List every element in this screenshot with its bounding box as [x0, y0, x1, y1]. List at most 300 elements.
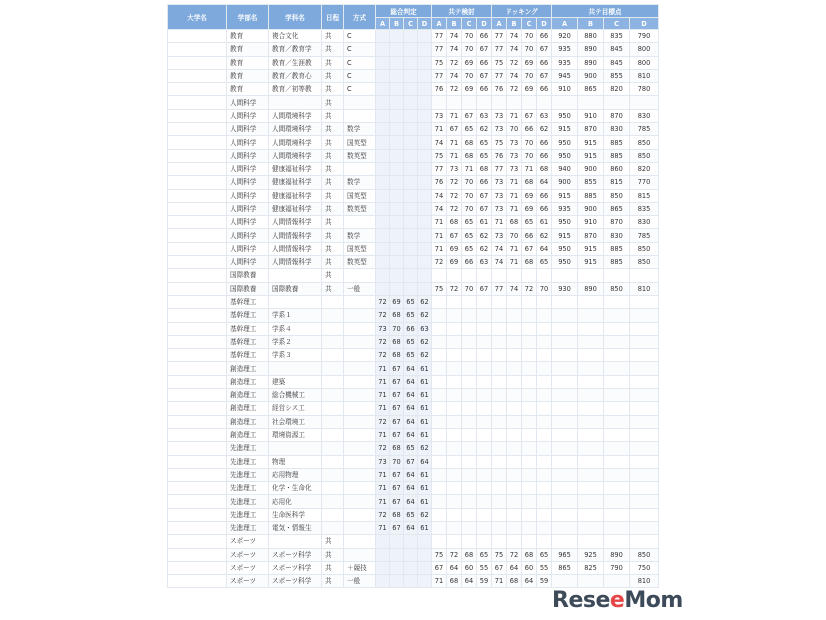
value-cell [462, 415, 477, 428]
label-cell: スポーツ科学 [269, 548, 322, 561]
value-cell [604, 482, 630, 495]
value-cell: 885 [604, 136, 630, 149]
value-cell [522, 495, 537, 508]
university-cell [168, 123, 227, 136]
label-cell: ＋競技 [344, 561, 376, 574]
table-row [168, 521, 659, 534]
university-cell [168, 269, 227, 282]
value-cell [492, 349, 507, 362]
label-cell: C [344, 30, 376, 43]
value-cell [604, 521, 630, 534]
value-cell: 59 [477, 575, 492, 588]
label-cell: 数学 [344, 229, 376, 242]
label-cell: 基幹理工 [227, 349, 269, 362]
value-cell [507, 335, 522, 348]
value-cell: 76 [432, 176, 447, 189]
value-cell: 64 [404, 389, 418, 402]
value-cell [578, 96, 604, 109]
label-cell [344, 295, 376, 308]
label-cell: 一般 [344, 575, 376, 588]
value-cell: 950 [552, 242, 578, 255]
value-cell: 70 [390, 322, 404, 335]
value-cell: 920 [552, 30, 578, 43]
label-cell: 先進理工 [227, 495, 269, 508]
value-cell: 67 [492, 561, 507, 574]
value-cell [404, 30, 418, 43]
table-row [168, 508, 659, 521]
value-cell: 910 [552, 83, 578, 96]
grade-header-cell: A [376, 18, 390, 30]
label-cell: 共 [322, 30, 344, 43]
value-cell: 72 [376, 309, 390, 322]
value-cell: 65 [477, 149, 492, 162]
value-cell: 72 [507, 548, 522, 561]
label-cell: 数英型 [344, 202, 376, 215]
value-cell [376, 561, 390, 574]
value-cell [462, 495, 477, 508]
university-cell [168, 96, 227, 109]
value-cell: 71 [492, 216, 507, 229]
value-cell [604, 508, 630, 521]
value-cell [552, 96, 578, 109]
value-cell [390, 162, 404, 175]
value-cell: 61 [418, 521, 432, 534]
value-cell [376, 256, 390, 269]
university-cell [168, 375, 227, 388]
value-cell: 890 [578, 56, 604, 69]
label-cell: 人間情報科学 [269, 216, 322, 229]
value-cell [477, 535, 492, 548]
header-faculty: 学部名 [227, 5, 269, 30]
value-cell [604, 309, 630, 322]
value-cell: 71 [507, 256, 522, 269]
value-cell [477, 415, 492, 428]
value-cell [376, 242, 390, 255]
value-cell [604, 335, 630, 348]
value-cell [418, 83, 432, 96]
value-cell: 72 [447, 189, 462, 202]
label-cell: 人間科学 [227, 242, 269, 255]
label-cell [322, 495, 344, 508]
value-cell [477, 442, 492, 455]
value-cell [447, 349, 462, 362]
value-cell: 55 [537, 561, 552, 574]
value-cell: 750 [630, 561, 659, 574]
value-cell [390, 256, 404, 269]
university-cell [168, 216, 227, 229]
value-cell [447, 428, 462, 441]
label-cell: 先進理工 [227, 482, 269, 495]
value-cell [376, 176, 390, 189]
label-cell: 創造理工 [227, 389, 269, 402]
value-cell [522, 295, 537, 308]
table-row [168, 269, 659, 282]
value-cell: 69 [522, 83, 537, 96]
value-cell [537, 309, 552, 322]
value-cell: 74 [432, 202, 447, 215]
value-cell: 890 [578, 43, 604, 56]
value-cell: 790 [630, 30, 659, 43]
value-cell: 75 [432, 56, 447, 69]
university-cell [168, 415, 227, 428]
value-cell: 74 [447, 69, 462, 82]
value-cell: 72 [447, 56, 462, 69]
value-cell: 74 [492, 256, 507, 269]
value-cell: 830 [604, 123, 630, 136]
label-cell: 学系３ [269, 349, 322, 362]
value-cell: 65 [404, 335, 418, 348]
value-cell [404, 561, 418, 574]
label-cell: 共 [322, 83, 344, 96]
label-cell: 物理 [269, 455, 322, 468]
value-cell: 55 [477, 561, 492, 574]
value-cell: 855 [604, 69, 630, 82]
value-cell: 855 [578, 176, 604, 189]
label-cell [344, 335, 376, 348]
university-cell [168, 30, 227, 43]
value-cell [604, 455, 630, 468]
value-cell [462, 322, 477, 335]
value-cell [507, 349, 522, 362]
value-cell: 67 [404, 455, 418, 468]
label-cell: 創造理工 [227, 415, 269, 428]
value-cell: 64 [404, 362, 418, 375]
header-schedule: 日程 [322, 5, 344, 30]
value-cell [507, 269, 522, 282]
value-cell: 72 [522, 282, 537, 295]
value-cell: 69 [522, 189, 537, 202]
value-cell: 61 [418, 415, 432, 428]
label-cell: C [344, 69, 376, 82]
university-cell [168, 242, 227, 255]
value-cell: 71 [492, 575, 507, 588]
value-cell [630, 442, 659, 455]
value-cell [477, 322, 492, 335]
value-cell: 940 [552, 162, 578, 175]
table-row [168, 402, 659, 415]
value-cell: 71 [376, 362, 390, 375]
university-cell [168, 83, 227, 96]
value-cell [492, 535, 507, 548]
value-cell: 930 [552, 282, 578, 295]
label-cell: 共 [322, 123, 344, 136]
value-cell: 67 [390, 495, 404, 508]
label-cell: C [344, 43, 376, 56]
label-cell: 国英型 [344, 136, 376, 149]
value-cell [390, 561, 404, 574]
value-cell: 72 [447, 202, 462, 215]
value-cell: 63 [418, 322, 432, 335]
label-cell [269, 269, 322, 282]
value-cell [604, 362, 630, 375]
value-cell [477, 402, 492, 415]
value-cell [390, 229, 404, 242]
table-row [168, 69, 659, 82]
value-cell: 70 [390, 455, 404, 468]
value-cell: 950 [552, 149, 578, 162]
value-cell: 785 [630, 123, 659, 136]
value-cell: 71 [376, 482, 390, 495]
value-cell [404, 43, 418, 56]
label-cell: 国英型 [344, 189, 376, 202]
label-cell [322, 468, 344, 481]
label-cell: 人間環境科学 [269, 109, 322, 122]
value-cell: 67 [522, 109, 537, 122]
value-cell: 68 [390, 335, 404, 348]
value-cell [447, 442, 462, 455]
value-cell [552, 468, 578, 481]
value-cell: 71 [432, 242, 447, 255]
value-cell: 780 [630, 83, 659, 96]
label-cell [322, 375, 344, 388]
label-cell: C [344, 83, 376, 96]
value-cell: 73 [507, 149, 522, 162]
value-cell: 71 [462, 162, 477, 175]
value-cell: 68 [447, 216, 462, 229]
table-header [168, 5, 659, 30]
value-cell: 935 [552, 202, 578, 215]
grade-header-cell: A [432, 18, 447, 30]
university-cell [168, 109, 227, 122]
value-cell [447, 455, 462, 468]
value-cell: 950 [552, 136, 578, 149]
value-cell: 68 [462, 136, 477, 149]
value-cell [390, 96, 404, 109]
value-cell: 900 [578, 202, 604, 215]
value-cell [492, 402, 507, 415]
value-cell: 76 [492, 83, 507, 96]
value-cell [522, 335, 537, 348]
value-cell [404, 282, 418, 295]
label-cell: 共 [322, 109, 344, 122]
value-cell: 65 [522, 216, 537, 229]
value-cell: 67 [447, 123, 462, 136]
university-cell [168, 548, 227, 561]
value-cell: 70 [462, 30, 477, 43]
value-cell [447, 495, 462, 508]
value-cell [552, 521, 578, 534]
value-cell [418, 189, 432, 202]
value-cell [376, 109, 390, 122]
value-cell [404, 229, 418, 242]
value-cell: 67 [477, 69, 492, 82]
label-cell: 健康福祉科学 [269, 162, 322, 175]
value-cell: 62 [418, 349, 432, 362]
label-cell: 数学 [344, 123, 376, 136]
value-cell [578, 455, 604, 468]
value-cell: 70 [462, 282, 477, 295]
value-cell: 72 [376, 508, 390, 521]
university-cell [168, 468, 227, 481]
value-cell: 945 [552, 69, 578, 82]
value-cell [404, 109, 418, 122]
value-cell [432, 402, 447, 415]
value-cell: 65 [404, 309, 418, 322]
label-cell: 健康福祉科学 [269, 176, 322, 189]
value-cell [604, 269, 630, 282]
value-cell: 71 [447, 149, 462, 162]
university-cell [168, 482, 227, 495]
value-cell: 77 [492, 30, 507, 43]
university-cell [168, 428, 227, 441]
table-row [168, 389, 659, 402]
value-cell [630, 295, 659, 308]
table-row [168, 561, 659, 574]
value-cell: 65 [404, 442, 418, 455]
table-body [168, 30, 659, 588]
value-cell: 65 [477, 136, 492, 149]
value-cell [537, 349, 552, 362]
value-cell: 65 [404, 349, 418, 362]
value-cell: 64 [537, 176, 552, 189]
value-cell [477, 428, 492, 441]
value-cell: 70 [462, 189, 477, 202]
value-cell: 885 [604, 242, 630, 255]
value-cell: 71 [507, 242, 522, 255]
value-cell [462, 349, 477, 362]
value-cell: 66 [477, 83, 492, 96]
label-cell [322, 349, 344, 362]
value-cell [462, 468, 477, 481]
value-cell: 74 [507, 282, 522, 295]
value-cell: 68 [447, 575, 462, 588]
value-cell: 60 [462, 561, 477, 574]
value-cell [630, 389, 659, 402]
table-row [168, 30, 659, 43]
value-cell [604, 402, 630, 415]
value-cell: 73 [492, 189, 507, 202]
value-cell [462, 335, 477, 348]
table-row [168, 362, 659, 375]
value-cell: 59 [537, 575, 552, 588]
label-cell: 教育 [227, 83, 269, 96]
value-cell: 69 [522, 202, 537, 215]
value-cell [604, 389, 630, 402]
value-cell [390, 123, 404, 136]
label-cell: スポーツ [227, 561, 269, 574]
value-cell [492, 415, 507, 428]
value-cell [390, 149, 404, 162]
value-cell [552, 375, 578, 388]
value-cell: 865 [578, 83, 604, 96]
label-cell [344, 415, 376, 428]
value-cell: 850 [630, 242, 659, 255]
label-cell: 教育 [227, 69, 269, 82]
value-cell [552, 349, 578, 362]
value-cell [432, 96, 447, 109]
value-cell [404, 575, 418, 588]
value-cell [477, 96, 492, 109]
value-cell: 64 [522, 575, 537, 588]
value-cell: 62 [477, 123, 492, 136]
value-cell: 62 [418, 335, 432, 348]
value-cell [447, 389, 462, 402]
university-cell [168, 521, 227, 534]
university-cell [168, 149, 227, 162]
university-cell [168, 322, 227, 335]
label-cell: 人間科学 [227, 96, 269, 109]
label-cell [344, 309, 376, 322]
value-cell [390, 242, 404, 255]
label-cell: 人間科学 [227, 162, 269, 175]
value-cell [390, 69, 404, 82]
label-cell: 人間科学 [227, 123, 269, 136]
label-cell: 生命医科学 [269, 508, 322, 521]
value-cell: 68 [507, 575, 522, 588]
value-cell [552, 535, 578, 548]
label-cell: 先進理工 [227, 442, 269, 455]
value-cell: 965 [552, 548, 578, 561]
value-cell: 66 [522, 229, 537, 242]
value-cell [376, 162, 390, 175]
value-cell: 850 [604, 189, 630, 202]
value-cell [537, 375, 552, 388]
value-cell [492, 508, 507, 521]
value-cell [522, 402, 537, 415]
value-cell: 845 [604, 43, 630, 56]
label-cell [344, 442, 376, 455]
value-cell [522, 508, 537, 521]
value-cell [552, 402, 578, 415]
value-cell: 73 [507, 136, 522, 149]
label-cell [322, 322, 344, 335]
value-cell [418, 96, 432, 109]
value-cell [604, 349, 630, 362]
value-cell [537, 322, 552, 335]
value-cell: 915 [578, 136, 604, 149]
value-cell: 68 [390, 442, 404, 455]
value-cell [537, 455, 552, 468]
value-cell: 67 [477, 282, 492, 295]
value-cell [404, 162, 418, 175]
value-cell: 64 [404, 521, 418, 534]
value-cell [537, 521, 552, 534]
university-cell [168, 349, 227, 362]
label-cell [344, 548, 376, 561]
table-row [168, 229, 659, 242]
label-cell: 学系２ [269, 335, 322, 348]
table-row [168, 295, 659, 308]
label-cell: 人間科学 [227, 149, 269, 162]
value-cell: 68 [390, 508, 404, 521]
value-cell: 67 [390, 415, 404, 428]
value-cell [477, 455, 492, 468]
value-cell [404, 548, 418, 561]
value-cell: 65 [462, 216, 477, 229]
grade-header-cell: C [522, 18, 537, 30]
grade-header-cell: B [507, 18, 522, 30]
value-cell: 915 [552, 189, 578, 202]
value-cell: 67 [390, 389, 404, 402]
value-cell [390, 176, 404, 189]
value-cell: 71 [447, 136, 462, 149]
value-cell [390, 202, 404, 215]
value-cell: 890 [604, 548, 630, 561]
label-cell [344, 216, 376, 229]
value-cell [492, 389, 507, 402]
label-cell [269, 362, 322, 375]
value-cell [447, 362, 462, 375]
value-cell: 850 [630, 136, 659, 149]
value-cell: 77 [432, 43, 447, 56]
grade-header-cell: B [578, 18, 604, 30]
value-cell [462, 428, 477, 441]
value-cell [507, 455, 522, 468]
label-cell: 共 [322, 162, 344, 175]
value-cell [507, 495, 522, 508]
value-cell [537, 415, 552, 428]
value-cell: 77 [492, 282, 507, 295]
